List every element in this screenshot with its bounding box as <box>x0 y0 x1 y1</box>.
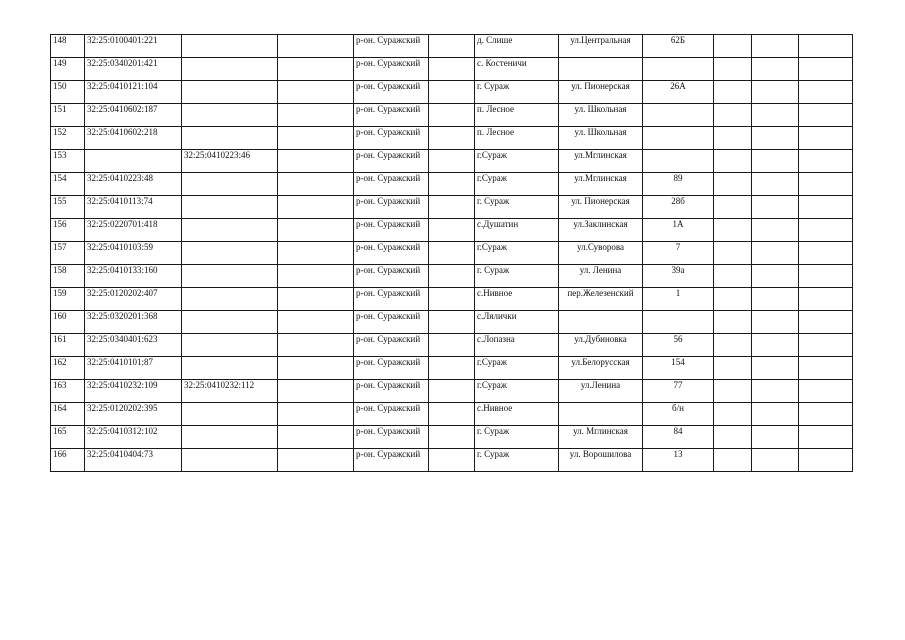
settlement-cell: г.Сураж <box>475 173 559 196</box>
cadastral-number: 32:25:0410103:59 <box>85 242 182 265</box>
table-row <box>51 58 853 81</box>
table-row <box>51 127 853 150</box>
row-number: 150 <box>51 81 85 104</box>
cadastral-number-secondary <box>182 403 278 426</box>
empty-cell <box>429 173 475 196</box>
empty-cell <box>429 357 475 380</box>
empty-cell <box>429 104 475 127</box>
house-number-cell: б/н <box>643 403 714 426</box>
district-cell: р-он. Суражский <box>354 380 429 403</box>
cadastral-number-secondary: 32:25:0410232:112 <box>182 380 278 403</box>
street-cell: ул. Мглинская <box>559 426 643 449</box>
empty-cell <box>752 81 799 104</box>
empty-cell <box>799 196 853 219</box>
register-body <box>51 35 853 472</box>
house-number-cell: 62Б <box>643 35 714 58</box>
row-number: 161 <box>51 334 85 357</box>
house-number-cell: 77 <box>643 380 714 403</box>
cadastral-number-secondary <box>182 173 278 196</box>
empty-cell <box>752 242 799 265</box>
table-row <box>51 380 853 403</box>
empty-cell <box>714 449 752 472</box>
row-number: 166 <box>51 449 85 472</box>
empty-cell <box>799 357 853 380</box>
district-cell: р-он. Суражский <box>354 173 429 196</box>
empty-cell <box>752 265 799 288</box>
empty-cell <box>799 403 853 426</box>
empty-cell <box>799 426 853 449</box>
empty-cell <box>429 380 475 403</box>
empty-cell <box>752 104 799 127</box>
house-number-cell <box>643 58 714 81</box>
settlement-cell: п. Лесное <box>475 104 559 127</box>
house-number-cell <box>643 150 714 173</box>
district-cell: р-он. Суражский <box>354 288 429 311</box>
house-number-cell: 89 <box>643 173 714 196</box>
street-cell <box>559 311 643 334</box>
row-number: 149 <box>51 58 85 81</box>
cadastral-number: 32:25:0410101:87 <box>85 357 182 380</box>
street-cell: ул.Мглинская <box>559 150 643 173</box>
table-row <box>51 288 853 311</box>
cadastral-number-secondary <box>182 104 278 127</box>
empty-cell <box>278 150 354 173</box>
empty-cell <box>752 380 799 403</box>
settlement-cell: с. Костеничи <box>475 58 559 81</box>
cadastral-number-secondary <box>182 449 278 472</box>
settlement-cell: г. Сураж <box>475 449 559 472</box>
cadastral-number-secondary <box>182 127 278 150</box>
empty-cell <box>714 311 752 334</box>
district-cell: р-он. Суражский <box>354 265 429 288</box>
empty-cell <box>278 311 354 334</box>
empty-cell <box>278 242 354 265</box>
empty-cell <box>278 104 354 127</box>
house-number-cell: 84 <box>643 426 714 449</box>
empty-cell <box>752 58 799 81</box>
table-row <box>51 173 853 196</box>
street-cell: ул. Ленина <box>559 265 643 288</box>
street-cell: ул. Школьная <box>559 127 643 150</box>
empty-cell <box>752 426 799 449</box>
row-number: 152 <box>51 127 85 150</box>
street-cell: ул. Пионерская <box>559 196 643 219</box>
empty-cell <box>799 104 853 127</box>
house-number-cell: 26А <box>643 81 714 104</box>
settlement-cell: п. Лесное <box>475 127 559 150</box>
cadastral-number: 32:25:0410232:109 <box>85 380 182 403</box>
empty-cell <box>714 150 752 173</box>
empty-cell <box>714 403 752 426</box>
house-number-cell: 13 <box>643 449 714 472</box>
row-number: 158 <box>51 265 85 288</box>
street-cell: ул.Дубиновка <box>559 334 643 357</box>
district-cell: р-он. Суражский <box>354 242 429 265</box>
table-row <box>51 334 853 357</box>
cadastral-number: 32:25:0410602:218 <box>85 127 182 150</box>
row-number: 159 <box>51 288 85 311</box>
district-cell: р-он. Суражский <box>354 311 429 334</box>
empty-cell <box>429 127 475 150</box>
street-cell: ул.Суворова <box>559 242 643 265</box>
street-cell: ул.Мглинская <box>559 173 643 196</box>
house-number-cell: 56 <box>643 334 714 357</box>
cadastral-number: 32:25:0340201:421 <box>85 58 182 81</box>
street-cell: ул.Белорусская <box>559 357 643 380</box>
empty-cell <box>429 35 475 58</box>
table-row <box>51 357 853 380</box>
empty-cell <box>714 288 752 311</box>
empty-cell <box>799 219 853 242</box>
cadastral-number-secondary <box>182 334 278 357</box>
empty-cell <box>429 334 475 357</box>
empty-cell <box>278 196 354 219</box>
district-cell: р-он. Суражский <box>354 357 429 380</box>
empty-cell <box>278 58 354 81</box>
empty-cell <box>714 334 752 357</box>
house-number-cell <box>643 127 714 150</box>
property-register-table <box>50 34 853 472</box>
empty-cell <box>752 219 799 242</box>
cadastral-number: 32:25:0320201:368 <box>85 311 182 334</box>
empty-cell <box>799 58 853 81</box>
row-number: 154 <box>51 173 85 196</box>
empty-cell <box>799 81 853 104</box>
street-cell: ул.Центральная <box>559 35 643 58</box>
house-number-cell: 1А <box>643 219 714 242</box>
cadastral-number: 32:25:0410113:74 <box>85 196 182 219</box>
empty-cell <box>278 380 354 403</box>
cadastral-number-secondary <box>182 81 278 104</box>
empty-cell <box>278 219 354 242</box>
settlement-cell: г.Сураж <box>475 150 559 173</box>
row-number: 151 <box>51 104 85 127</box>
empty-cell <box>278 357 354 380</box>
row-number: 164 <box>51 403 85 426</box>
table-row <box>51 426 853 449</box>
district-cell: р-он. Суражский <box>354 403 429 426</box>
house-number-cell: 39а <box>643 265 714 288</box>
empty-cell <box>799 35 853 58</box>
cadastral-number-secondary <box>182 357 278 380</box>
row-number: 160 <box>51 311 85 334</box>
empty-cell <box>752 35 799 58</box>
district-cell: р-он. Суражский <box>354 81 429 104</box>
settlement-cell: д. Слише <box>475 35 559 58</box>
row-number: 148 <box>51 35 85 58</box>
empty-cell <box>752 196 799 219</box>
settlement-cell: г. Сураж <box>475 196 559 219</box>
empty-cell <box>799 173 853 196</box>
row-number: 156 <box>51 219 85 242</box>
settlement-cell: с.Нивное <box>475 288 559 311</box>
table-row <box>51 35 853 58</box>
table-row <box>51 81 853 104</box>
empty-cell <box>429 242 475 265</box>
empty-cell <box>429 58 475 81</box>
empty-cell <box>429 426 475 449</box>
empty-cell <box>799 311 853 334</box>
house-number-cell: 154 <box>643 357 714 380</box>
settlement-cell: с.Лопазна <box>475 334 559 357</box>
street-cell: ул. Ворошилова <box>559 449 643 472</box>
settlement-cell: с.Душатин <box>475 219 559 242</box>
table-row <box>51 311 853 334</box>
table-row <box>51 219 853 242</box>
row-number: 165 <box>51 426 85 449</box>
empty-cell <box>752 127 799 150</box>
row-number: 157 <box>51 242 85 265</box>
district-cell: р-он. Суражский <box>354 426 429 449</box>
cadastral-number-secondary: 32:25:0410223:46 <box>182 150 278 173</box>
empty-cell <box>799 150 853 173</box>
empty-cell <box>752 150 799 173</box>
district-cell: р-он. Суражский <box>354 334 429 357</box>
cadastral-number: 32:25:0410312:102 <box>85 426 182 449</box>
district-cell: р-он. Суражский <box>354 58 429 81</box>
house-number-cell <box>643 104 714 127</box>
district-cell: р-он. Суражский <box>354 150 429 173</box>
empty-cell <box>429 403 475 426</box>
cadastral-number: 32:25:0220701:418 <box>85 219 182 242</box>
table-row <box>51 104 853 127</box>
empty-cell <box>714 426 752 449</box>
settlement-cell: с.Лялички <box>475 311 559 334</box>
empty-cell <box>799 449 853 472</box>
empty-cell <box>714 173 752 196</box>
settlement-cell: с.Нивное <box>475 403 559 426</box>
empty-cell <box>752 288 799 311</box>
cadastral-number: 32:25:0340401:623 <box>85 334 182 357</box>
table-row <box>51 196 853 219</box>
district-cell: р-он. Суражский <box>354 219 429 242</box>
empty-cell <box>429 311 475 334</box>
empty-cell <box>714 35 752 58</box>
empty-cell <box>752 311 799 334</box>
street-cell: ул.Заклинская <box>559 219 643 242</box>
cadastral-number <box>85 150 182 173</box>
cadastral-number: 32:25:0120202:395 <box>85 403 182 426</box>
cadastral-number-secondary <box>182 58 278 81</box>
settlement-cell: г.Сураж <box>475 357 559 380</box>
empty-cell <box>799 288 853 311</box>
empty-cell <box>714 81 752 104</box>
empty-cell <box>799 334 853 357</box>
empty-cell <box>278 449 354 472</box>
row-number: 153 <box>51 150 85 173</box>
street-cell: ул. Пионерская <box>559 81 643 104</box>
cadastral-number: 32:25:0410121:104 <box>85 81 182 104</box>
empty-cell <box>752 449 799 472</box>
empty-cell <box>752 403 799 426</box>
empty-cell <box>429 196 475 219</box>
table-row <box>51 403 853 426</box>
district-cell: р-он. Суражский <box>354 196 429 219</box>
row-number: 155 <box>51 196 85 219</box>
settlement-cell: г. Сураж <box>475 265 559 288</box>
empty-cell <box>278 35 354 58</box>
settlement-cell: г. Сураж <box>475 81 559 104</box>
empty-cell <box>752 357 799 380</box>
empty-cell <box>278 426 354 449</box>
table-row <box>51 150 853 173</box>
empty-cell <box>278 334 354 357</box>
cadastral-number: 32:25:0120202:407 <box>85 288 182 311</box>
empty-cell <box>714 127 752 150</box>
empty-cell <box>799 380 853 403</box>
empty-cell <box>429 288 475 311</box>
empty-cell <box>752 334 799 357</box>
cadastral-number-secondary <box>182 426 278 449</box>
settlement-cell: г.Сураж <box>475 380 559 403</box>
empty-cell <box>752 173 799 196</box>
empty-cell <box>278 127 354 150</box>
cadastral-number-secondary <box>182 196 278 219</box>
district-cell: р-он. Суражский <box>354 104 429 127</box>
empty-cell <box>429 219 475 242</box>
empty-cell <box>429 449 475 472</box>
empty-cell <box>429 150 475 173</box>
empty-cell <box>429 81 475 104</box>
empty-cell <box>714 357 752 380</box>
house-number-cell: 28б <box>643 196 714 219</box>
table-row <box>51 242 853 265</box>
empty-cell <box>714 104 752 127</box>
settlement-cell: г.Сураж <box>475 242 559 265</box>
empty-cell <box>714 380 752 403</box>
district-cell: р-он. Суражский <box>354 35 429 58</box>
row-number: 162 <box>51 357 85 380</box>
cadastral-number-secondary <box>182 35 278 58</box>
empty-cell <box>278 173 354 196</box>
street-cell <box>559 58 643 81</box>
cadastral-number-secondary <box>182 311 278 334</box>
district-cell: р-он. Суражский <box>354 449 429 472</box>
empty-cell <box>714 242 752 265</box>
cadastral-number-secondary <box>182 242 278 265</box>
empty-cell <box>714 265 752 288</box>
cadastral-number-secondary <box>182 288 278 311</box>
empty-cell <box>429 265 475 288</box>
empty-cell <box>278 403 354 426</box>
empty-cell <box>278 81 354 104</box>
empty-cell <box>714 196 752 219</box>
cadastral-number: 32:25:0100401:221 <box>85 35 182 58</box>
empty-cell <box>714 219 752 242</box>
cadastral-number: 32:25:0410602:187 <box>85 104 182 127</box>
empty-cell <box>278 288 354 311</box>
street-cell: пер.Железенский <box>559 288 643 311</box>
empty-cell <box>799 265 853 288</box>
cadastral-number-secondary <box>182 219 278 242</box>
table-row <box>51 265 853 288</box>
settlement-cell: г. Сураж <box>475 426 559 449</box>
table-row <box>51 449 853 472</box>
house-number-cell <box>643 311 714 334</box>
row-number: 163 <box>51 380 85 403</box>
empty-cell <box>799 127 853 150</box>
district-cell: р-он. Суражский <box>354 127 429 150</box>
street-cell: ул.Ленина <box>559 380 643 403</box>
cadastral-number-secondary <box>182 265 278 288</box>
street-cell: ул. Школьная <box>559 104 643 127</box>
cadastral-number: 32:25:0410223:48 <box>85 173 182 196</box>
house-number-cell: 7 <box>643 242 714 265</box>
empty-cell <box>278 265 354 288</box>
empty-cell <box>799 242 853 265</box>
cadastral-number: 32:25:0410133:160 <box>85 265 182 288</box>
cadastral-number: 32:25:0410404:73 <box>85 449 182 472</box>
house-number-cell: 1 <box>643 288 714 311</box>
empty-cell <box>714 58 752 81</box>
street-cell <box>559 403 643 426</box>
